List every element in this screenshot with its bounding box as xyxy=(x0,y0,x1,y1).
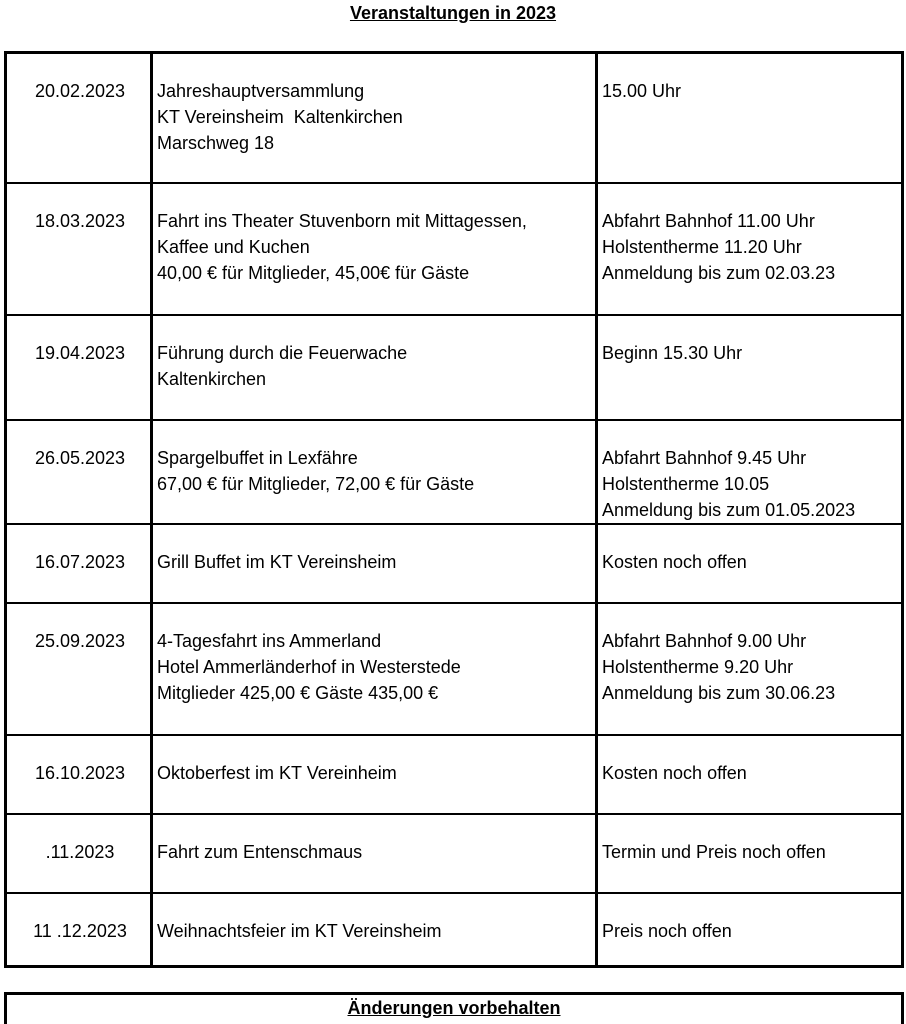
table-row xyxy=(7,604,901,734)
event-description: Jahreshauptversammlung KT Vereinsheim Kaltenkirchen Marschweg 18 xyxy=(157,81,403,153)
events-table xyxy=(4,51,904,968)
event-info: Preis noch offen xyxy=(602,921,732,941)
event-info: Abfahrt Bahnhof 9.45 Uhr Holstentherme 10.05 Anmeldung bis zum 01.05.2023 xyxy=(602,448,856,520)
event-description: Fahrt zum Entenschmaus xyxy=(157,842,363,862)
table-row xyxy=(7,815,901,892)
event-date: 16.10.2023 xyxy=(34,763,126,783)
event-description: Grill Buffet im KT Vereinsheim xyxy=(157,552,397,572)
page-title: Veranstaltungen in 2023 xyxy=(349,3,557,23)
event-info: Kosten noch offen xyxy=(602,763,747,783)
table-row xyxy=(7,525,901,602)
event-description: Spargelbuffet in Lexfähre 67,00 € für Mitglieder, 72,00 € für Gäste xyxy=(157,448,475,494)
event-date: .11.2023 xyxy=(45,842,115,862)
table-row xyxy=(7,421,901,523)
event-info: Abfahrt Bahnhof 9.00 Uhr Holstentherme 9.20 Uhr Anmeldung bis zum 30.06.23 xyxy=(602,631,836,703)
event-description: Führung durch die Feuerwache Kaltenkirchen xyxy=(157,343,408,389)
event-date: 18.03.2023 xyxy=(34,211,126,231)
table-row xyxy=(7,316,901,419)
event-date: 20.02.2023 xyxy=(34,81,126,101)
event-description: Fahrt ins Theater Stuvenborn mit Mittagessen, Kaffee und Kuchen 40,00 € für Mitglieder, 45,00€ für Gäste xyxy=(157,211,527,283)
table-row xyxy=(7,736,901,813)
event-date: 26.05.2023 xyxy=(34,448,126,468)
table-row xyxy=(7,184,901,314)
footer-text: Änderungen vorbehalten xyxy=(347,998,561,1018)
table-row xyxy=(7,54,901,182)
event-date: 19.04.2023 xyxy=(34,343,126,363)
event-date: 16.07.2023 xyxy=(34,552,126,572)
event-info: Abfahrt Bahnhof 11.00 Uhr Holstentherme 11.20 Uhr Anmeldung bis zum 02.03.23 xyxy=(602,211,836,283)
event-date: 25.09.2023 xyxy=(34,631,126,651)
event-description: Oktoberfest im KT Vereinheim xyxy=(157,763,397,783)
event-info: 15.00 Uhr xyxy=(602,81,682,101)
event-info: Termin und Preis noch offen xyxy=(602,842,826,862)
event-info: Kosten noch offen xyxy=(602,552,747,572)
event-description: 4-Tagesfahrt ins Ammerland Hotel Ammerländerhof in Westerstede Mitglieder 425,00 € Gäste 435,00 € xyxy=(157,631,461,703)
event-info: Beginn 15.30 Uhr xyxy=(602,343,743,363)
event-date: 11 .12.2023 xyxy=(33,921,127,941)
table-row xyxy=(7,894,901,968)
footer-note xyxy=(4,992,904,1024)
event-description: Weihnachtsfeier im KT Vereinsheim xyxy=(157,921,442,941)
